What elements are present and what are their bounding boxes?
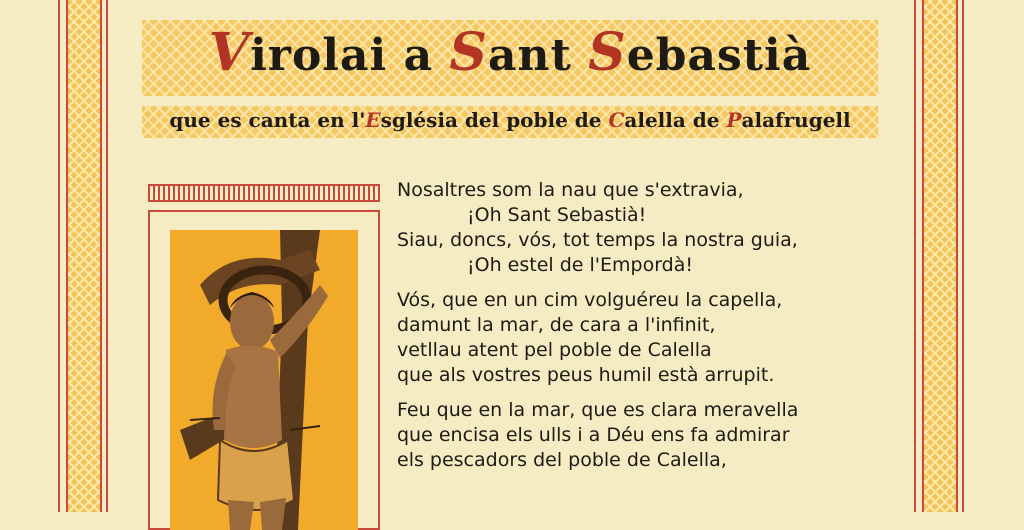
poem-stanza xyxy=(397,398,897,473)
poem-line: Feu que en la mar, que es clara meravella xyxy=(397,399,799,421)
border-rule-right-inner xyxy=(914,0,916,512)
subtitle-part: alella de xyxy=(624,108,727,132)
poem-line: que encisa els ulls i a Déu ens fa admirar xyxy=(397,424,790,446)
poem-line: Vós, que en un cim volguéreu la capella, xyxy=(397,289,783,311)
poem-line: vetllau atent pel poble de Calella xyxy=(397,339,712,361)
ornamental-border-left xyxy=(66,0,102,512)
poem-line: els pescadors del poble de Calella, xyxy=(397,449,727,471)
page-subtitle xyxy=(142,108,878,132)
page-title xyxy=(142,22,878,83)
title-initial-s2: S xyxy=(588,22,627,83)
title-word-sant: ant xyxy=(487,30,589,81)
subtitle-part: sglésia del poble de xyxy=(380,108,609,132)
image-frame-ornament xyxy=(148,184,380,202)
border-rule-left-outer xyxy=(58,0,60,512)
subtitle-part: que es canta en l' xyxy=(169,108,366,132)
poem-line: ¡Oh estel de l'Empordà! xyxy=(467,254,693,276)
border-rule-right-outer xyxy=(962,0,964,512)
title-word-virolai: irolai a xyxy=(250,30,450,81)
poem-body xyxy=(397,178,897,483)
title-initial-s1: S xyxy=(449,22,488,83)
subtitle-part: alafrugell xyxy=(741,108,851,132)
subtitle-initial: P xyxy=(726,108,742,132)
title-initial-v: V xyxy=(208,22,251,83)
poem-line: que als vostres peus humil està arrupit. xyxy=(397,364,775,386)
saint-figure-icon xyxy=(170,230,358,530)
poem-line: damunt la mar, de cara a l'infinit, xyxy=(397,314,716,336)
subtitle-initial: E xyxy=(365,108,381,132)
subtitle-initial: C xyxy=(608,108,625,132)
poem-line: ¡Oh Sant Sebastià! xyxy=(467,204,647,226)
ornamental-border-right xyxy=(922,0,958,512)
border-rule-left-inner xyxy=(106,0,108,512)
saint-sebastian-illustration xyxy=(170,230,358,530)
poem-stanza xyxy=(397,288,897,388)
poem-line: Nosaltres som la nau que s'extravia, xyxy=(397,179,744,201)
title-word-sebastia: ebastià xyxy=(626,30,812,81)
poem-stanza xyxy=(397,178,897,278)
poem-line: Siau, doncs, vós, tot temps la nostra guia, xyxy=(397,229,798,251)
